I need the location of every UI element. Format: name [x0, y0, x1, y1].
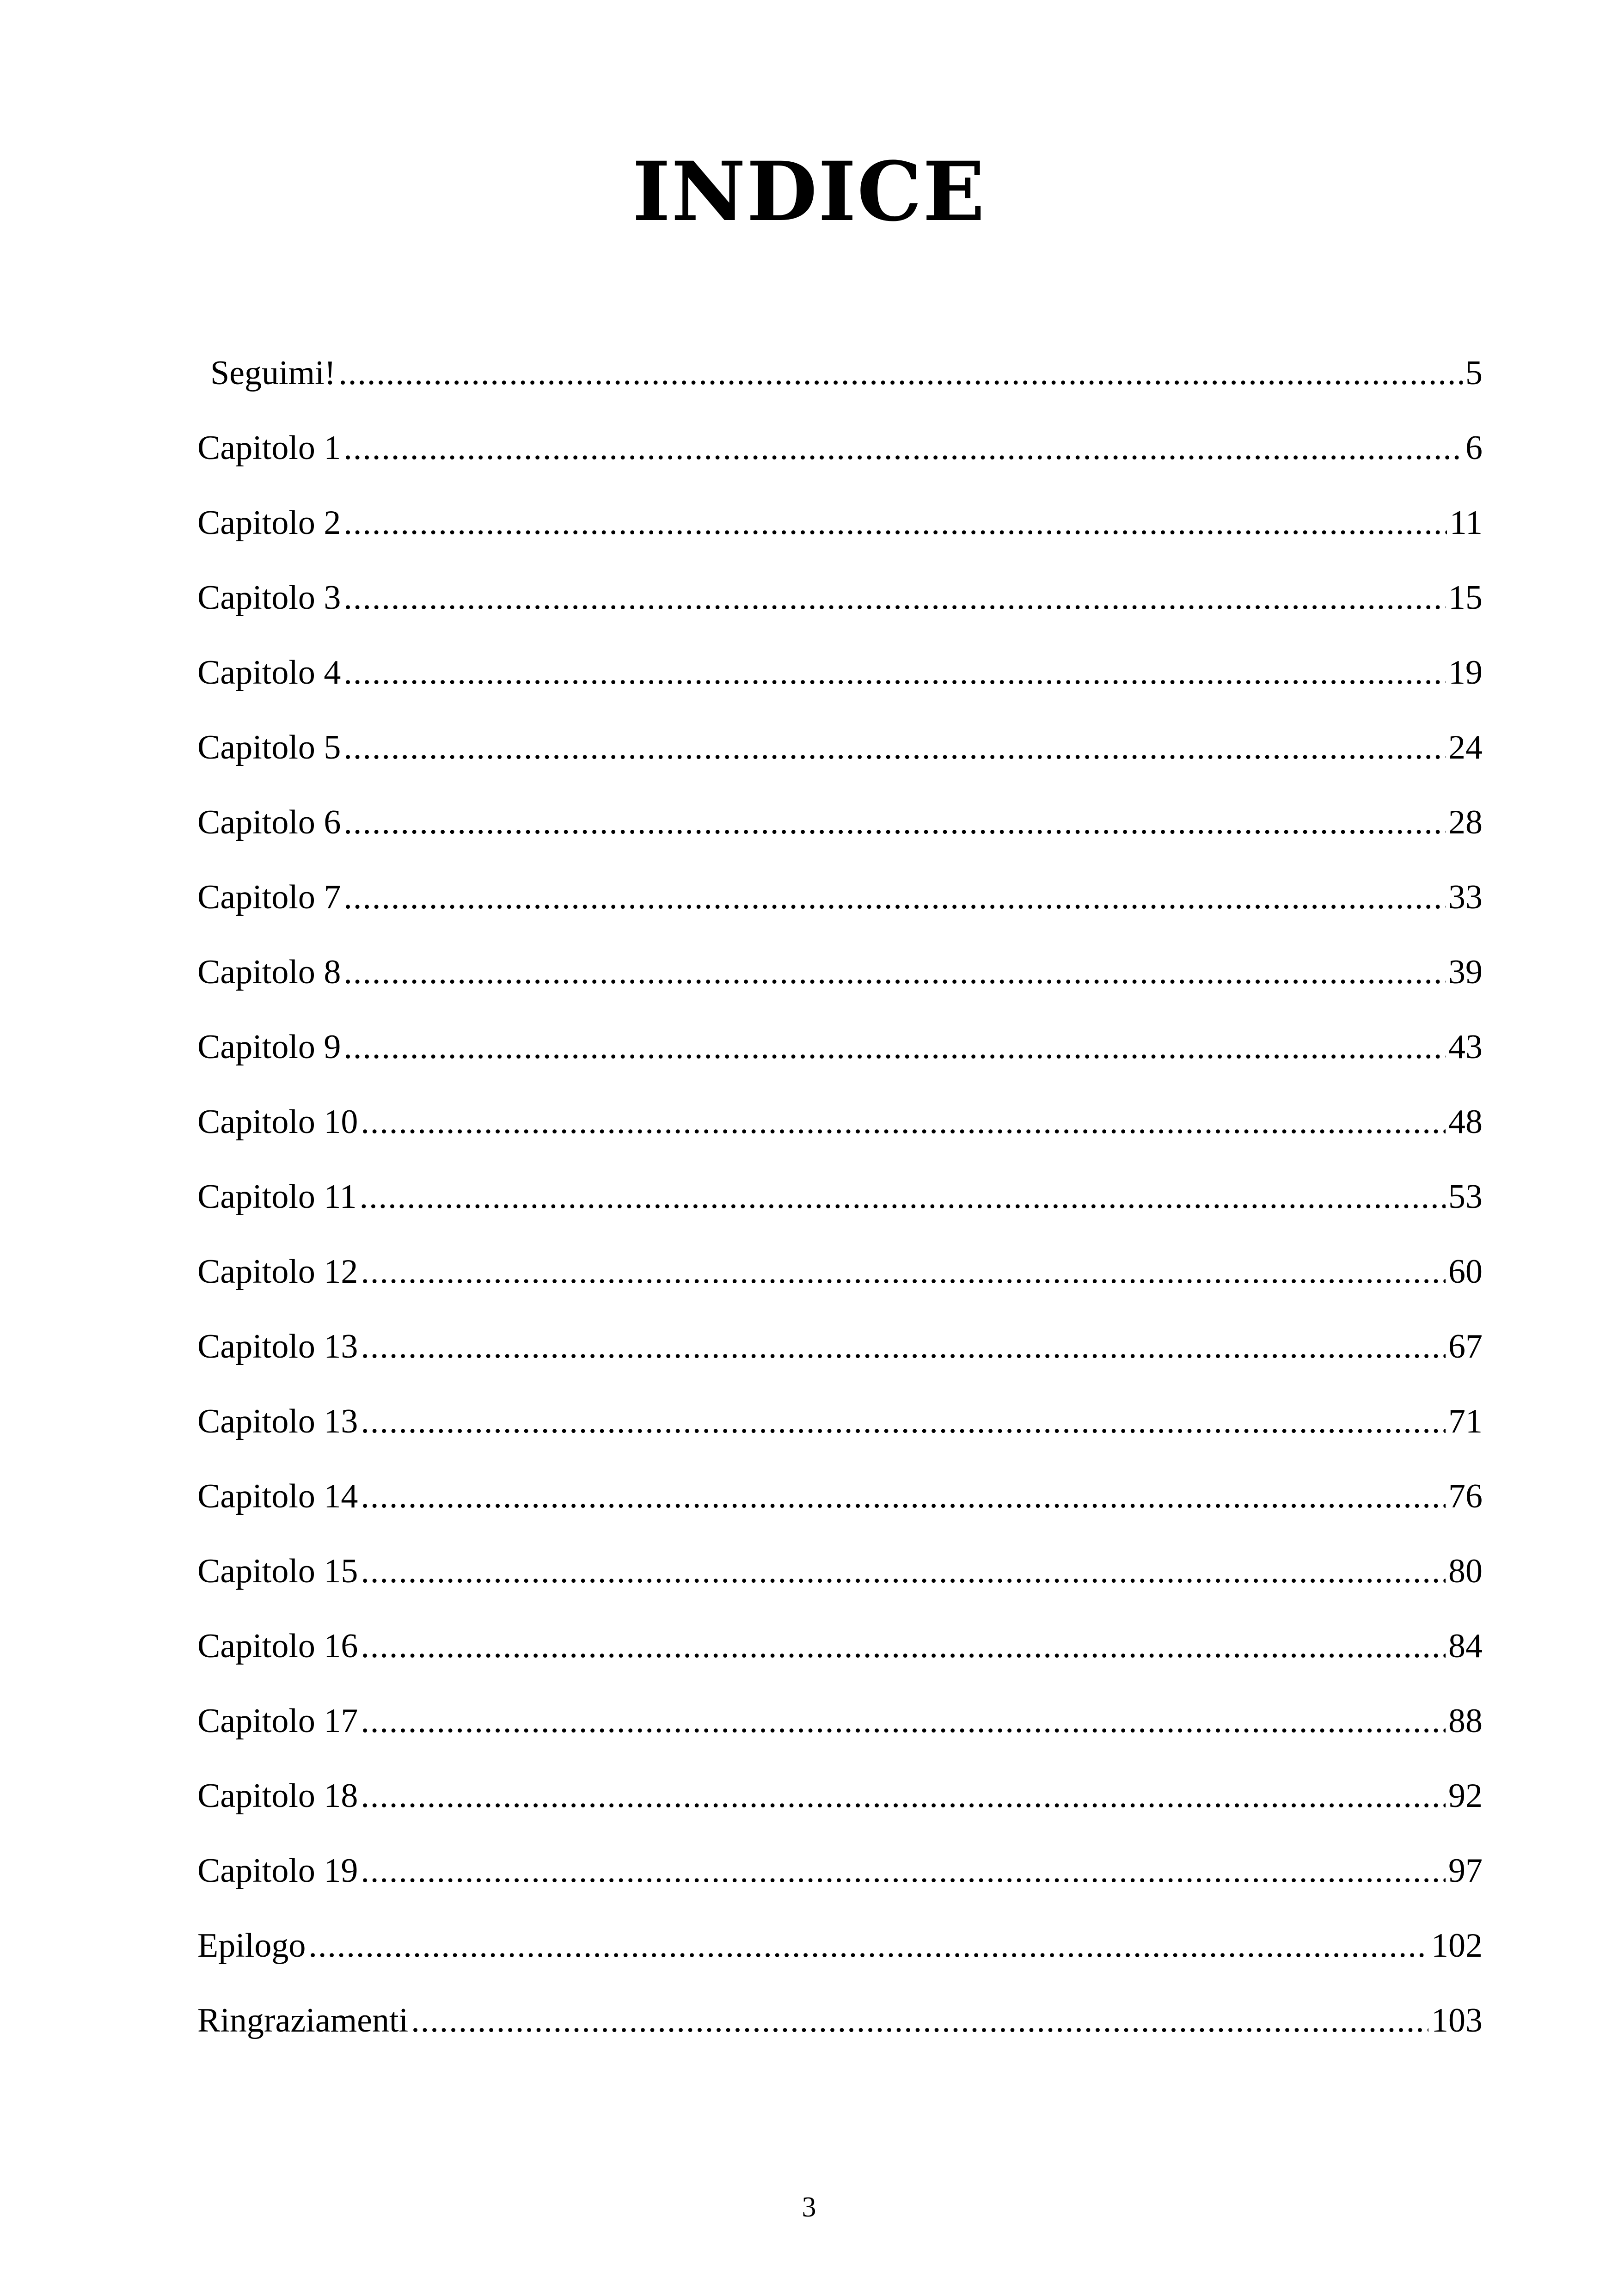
toc-dot-leader — [361, 1476, 1446, 1517]
toc-dot-leader — [361, 1775, 1446, 1817]
toc-entry[interactable] — [197, 1251, 1483, 1326]
toc-entry-page: 67 — [1448, 1328, 1483, 1365]
toc-entry-label: Capitolo 17 — [197, 1702, 358, 1740]
toc-entry-label: Capitolo 7 — [197, 878, 341, 916]
toc-entry-label: Capitolo 13 — [197, 1328, 358, 1365]
toc-dot-leader — [361, 1251, 1446, 1292]
toc-entry-page: 88 — [1448, 1702, 1483, 1740]
toc-entry-label: Capitolo 4 — [197, 654, 341, 692]
toc-entry-label: Capitolo 11 — [197, 1178, 357, 1216]
toc-entry-page: 33 — [1448, 878, 1483, 916]
toc-dot-leader — [361, 1326, 1446, 1367]
toc-entry-page: 71 — [1448, 1402, 1483, 1440]
toc-dot-leader — [343, 951, 1446, 993]
toc-entry-label: Capitolo 16 — [197, 1627, 358, 1665]
toc-dot-leader — [343, 427, 1463, 469]
toc-entry[interactable] — [197, 1101, 1483, 1176]
toc-entry-label: Capitolo 2 — [197, 504, 341, 542]
toc-entry-label: Capitolo 8 — [197, 953, 341, 991]
toc-entry-label: Ringraziamenti — [197, 2002, 409, 2039]
toc-entry-page: 15 — [1448, 579, 1483, 617]
toc-entry-label: Capitolo 9 — [197, 1028, 341, 1066]
toc-entry[interactable] — [197, 1176, 1483, 1251]
toc-dot-leader — [343, 577, 1446, 618]
toc-entry-page: 84 — [1448, 1627, 1483, 1665]
toc-entry-page: 92 — [1448, 1777, 1483, 1815]
toc-entry-page: 19 — [1448, 654, 1483, 692]
toc-entry-page: 60 — [1448, 1253, 1483, 1291]
toc-entry-label: Capitolo 12 — [197, 1253, 358, 1291]
toc-dot-leader — [343, 876, 1446, 918]
toc-entry-label: Capitolo 6 — [197, 803, 341, 841]
toc-entry-label: Capitolo 3 — [197, 579, 341, 617]
toc-entry[interactable] — [197, 1850, 1483, 1925]
toc-entry[interactable] — [197, 1625, 1483, 1700]
toc-entry[interactable] — [197, 876, 1483, 951]
page-number: 3 — [802, 2192, 816, 2223]
toc-entry-page: 76 — [1448, 1477, 1483, 1515]
toc-dot-leader — [361, 1850, 1446, 1892]
page-title: INDICE — [632, 144, 986, 239]
toc-dot-leader — [343, 802, 1446, 843]
toc-entry-label: Capitolo 5 — [197, 729, 341, 766]
toc-entry-label: Capitolo 18 — [197, 1777, 358, 1815]
toc-entry[interactable] — [197, 502, 1483, 577]
toc-entry[interactable] — [197, 951, 1483, 1026]
toc-entry[interactable] — [197, 1026, 1483, 1101]
toc-dot-leader — [343, 652, 1446, 693]
toc-dot-leader — [360, 1176, 1446, 1218]
toc-dot-leader — [361, 1101, 1446, 1143]
toc-entry[interactable] — [197, 427, 1483, 502]
toc-entry-label: Capitolo 10 — [197, 1103, 358, 1141]
toc-entry-page: 53 — [1448, 1178, 1483, 1216]
toc-entry-page: 28 — [1448, 803, 1483, 841]
toc-dot-leader — [343, 727, 1446, 768]
toc-dot-leader — [411, 2000, 1428, 2041]
toc-entry-page: 103 — [1431, 2002, 1483, 2039]
toc-entry[interactable] — [197, 802, 1483, 876]
toc-entry-page: 48 — [1448, 1103, 1483, 1141]
toc-entry-label: Capitolo 19 — [197, 1852, 358, 1890]
toc-entry-label: Epilogo — [197, 1927, 306, 1965]
toc-entry-page: 102 — [1431, 1927, 1483, 1965]
toc-entry[interactable] — [197, 1700, 1483, 1775]
toc-entry-page: 43 — [1448, 1028, 1483, 1066]
toc-entry-label: Capitolo 15 — [197, 1552, 358, 1590]
toc-dot-leader — [343, 502, 1446, 544]
table-of-contents — [197, 352, 1483, 2075]
toc-entry[interactable] — [197, 727, 1483, 802]
toc-entry[interactable] — [197, 652, 1483, 727]
toc-dot-leader — [361, 1625, 1446, 1667]
toc-dot-leader — [338, 352, 1463, 394]
toc-entry[interactable] — [197, 2000, 1483, 2075]
toc-entry[interactable] — [197, 352, 1483, 427]
toc-entry[interactable] — [197, 1326, 1483, 1401]
toc-entry-label: Capitolo 1 — [197, 429, 341, 467]
toc-entry-page: 39 — [1448, 953, 1483, 991]
toc-dot-leader — [343, 1026, 1446, 1068]
toc-entry-page: 80 — [1448, 1552, 1483, 1590]
toc-entry-page: 11 — [1449, 504, 1483, 542]
toc-entry[interactable] — [197, 1775, 1483, 1850]
toc-dot-leader — [361, 1401, 1446, 1442]
toc-entry-page: 6 — [1465, 429, 1483, 467]
toc-dot-leader — [361, 1700, 1446, 1742]
toc-entry[interactable] — [197, 577, 1483, 652]
toc-entry[interactable] — [197, 1401, 1483, 1476]
toc-entry-label: Capitolo 14 — [197, 1477, 358, 1515]
toc-entry-label: Seguimi! — [210, 354, 336, 392]
toc-entry-label: Capitolo 13 — [197, 1402, 358, 1440]
toc-entry-page: 97 — [1448, 1852, 1483, 1890]
toc-entry[interactable] — [197, 1925, 1483, 2000]
toc-entry-page: 24 — [1448, 729, 1483, 766]
toc-entry-page: 5 — [1465, 354, 1483, 392]
toc-entry[interactable] — [197, 1476, 1483, 1550]
toc-dot-leader — [361, 1550, 1446, 1592]
toc-entry[interactable] — [197, 1550, 1483, 1625]
toc-dot-leader — [308, 1925, 1428, 1966]
